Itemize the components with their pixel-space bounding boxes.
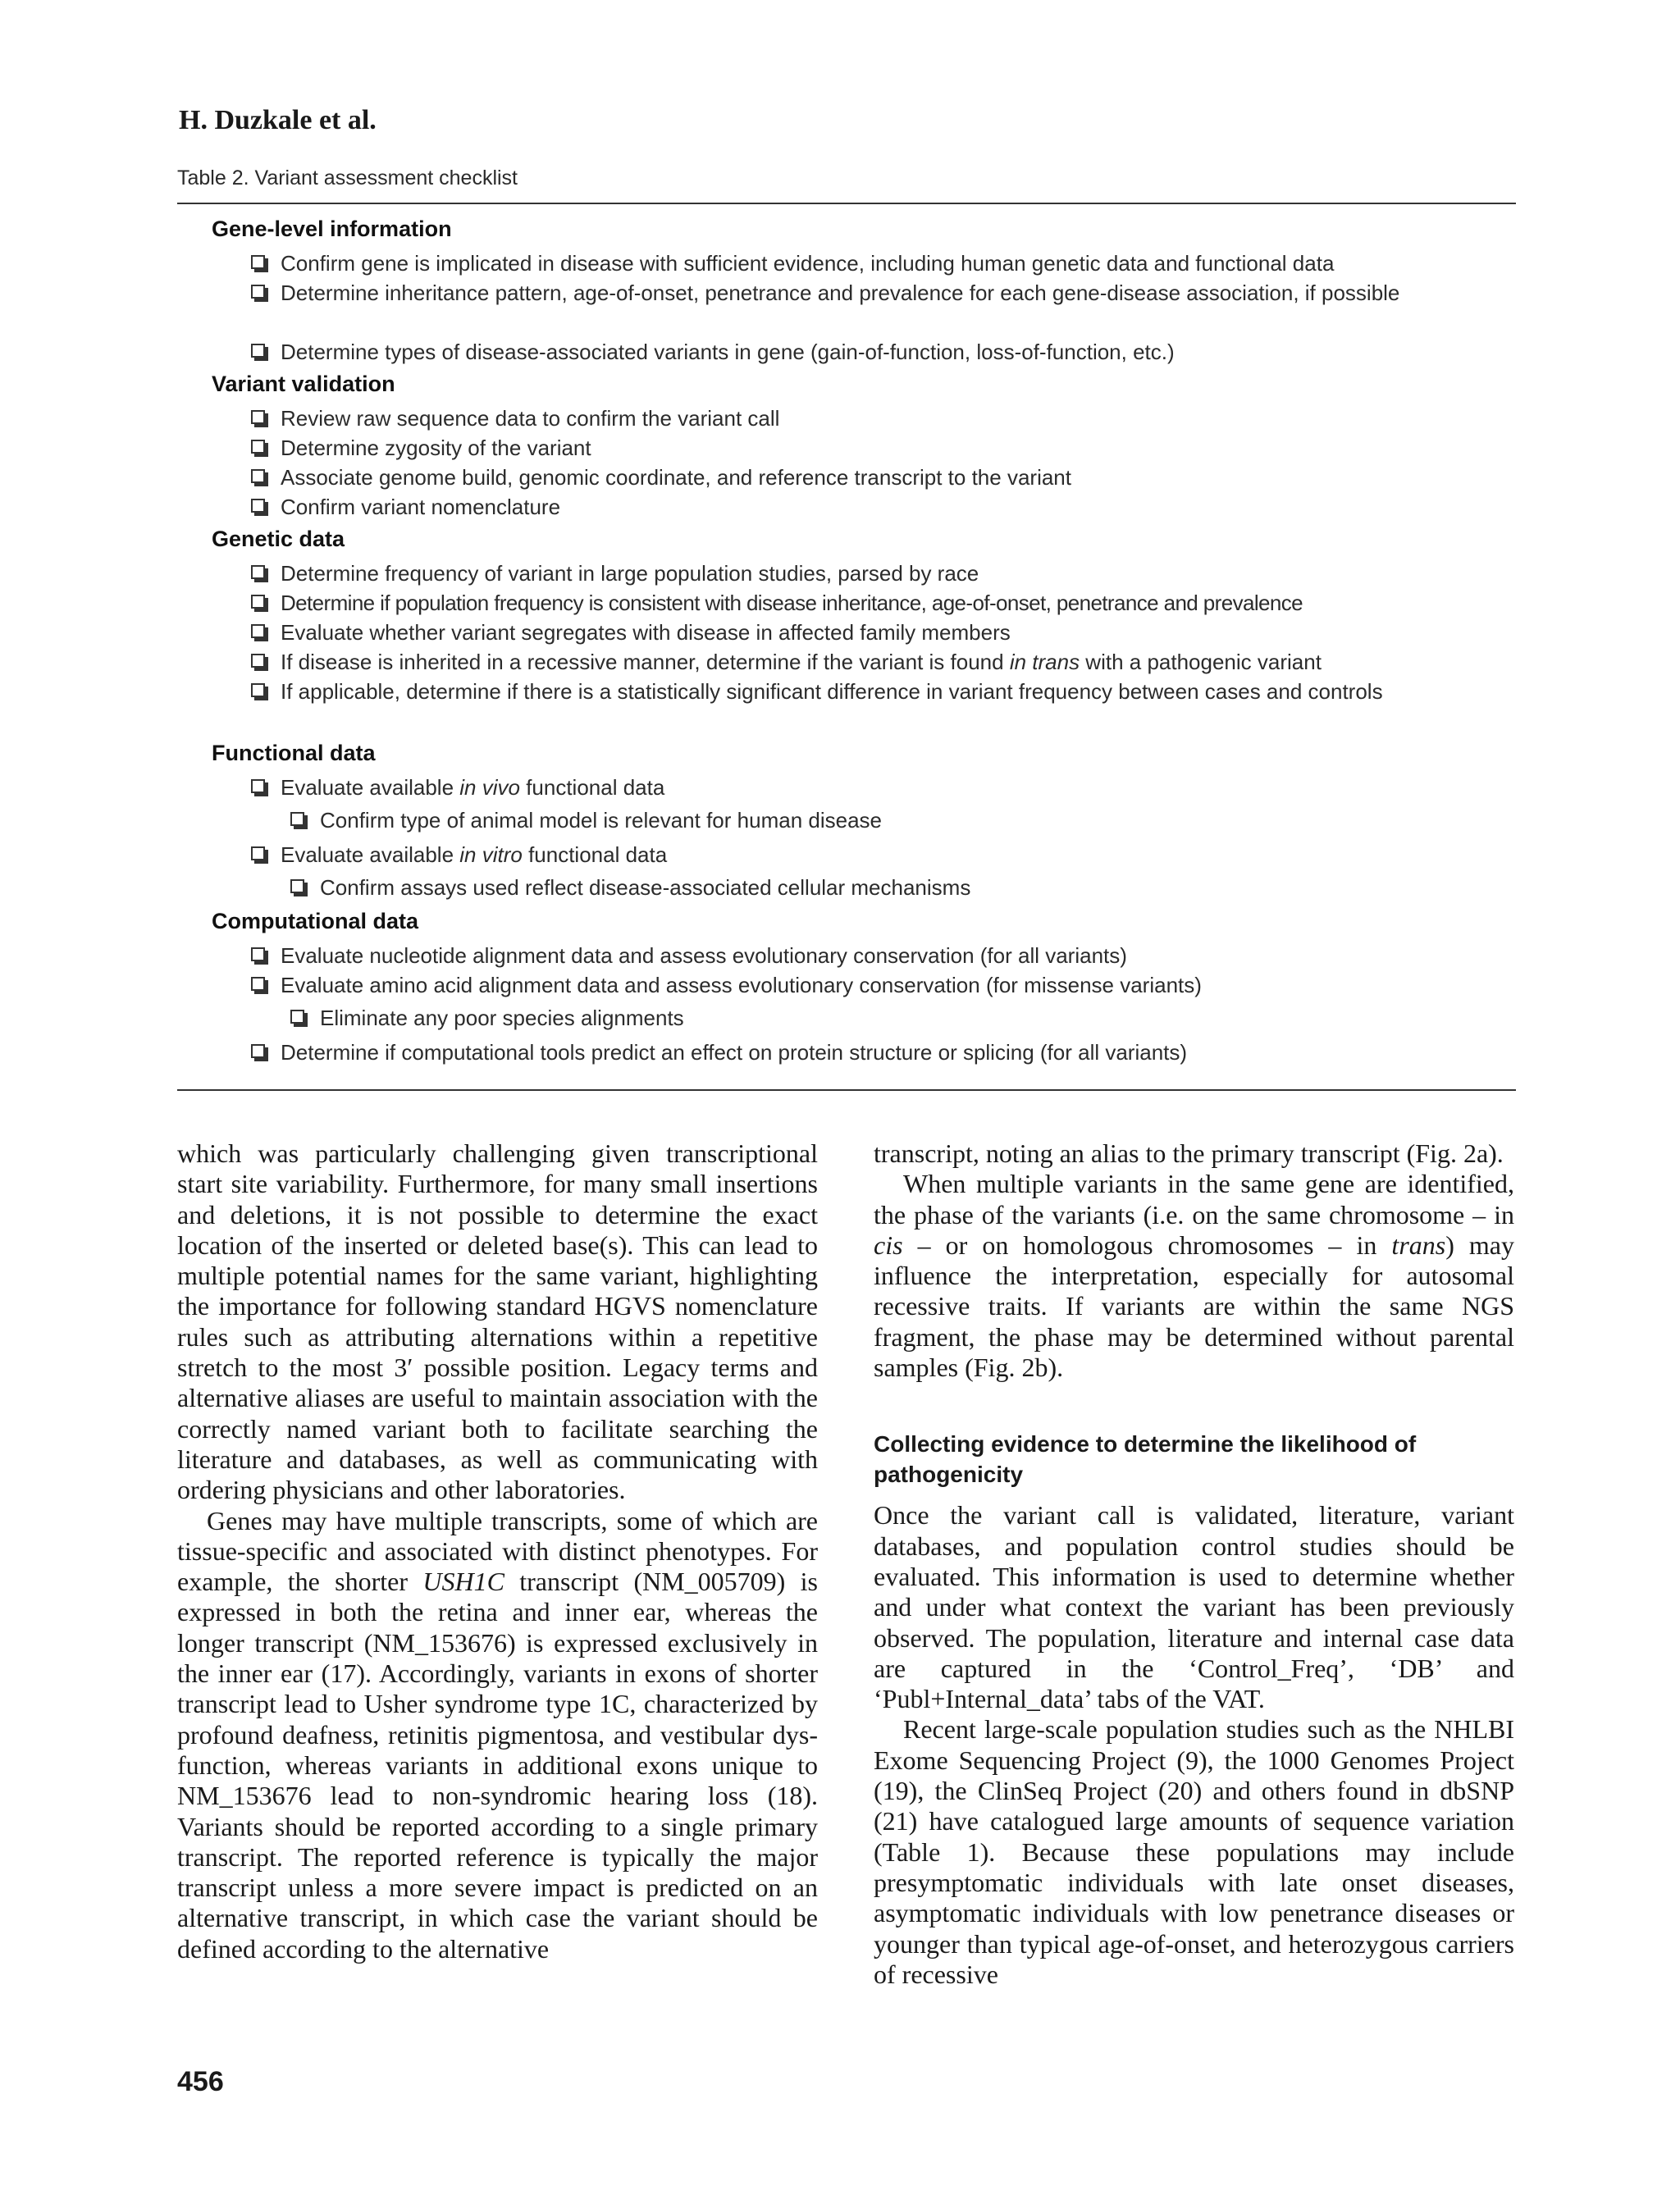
checklist-subitem: Confirm assays used reflect disease-associated cellular mechanisms — [290, 873, 1416, 902]
checkbox-icon — [251, 1044, 265, 1058]
checklist-subitem: Confirm type of animal model is relevant for human disease — [290, 805, 1416, 835]
section-subheading: Collecting evidence to determine the likelihood of pathogenicity — [874, 1431, 1417, 1488]
checkbox-icon — [290, 1010, 304, 1024]
checklist-item: Determine zygosity of the variant — [251, 433, 1416, 463]
checklist-item: Associate genome build, genomic coordinate, and reference transcript to the variant — [251, 463, 1416, 492]
checklist-item: If disease is inherited in a recessive manner, determine if the variant is found in trans with a pathogenic variant — [251, 647, 1416, 677]
checklist-item: Review raw sequence data to confirm the variant call — [251, 404, 1416, 433]
checkbox-icon — [251, 947, 265, 961]
paragraph: which was particularly challenging given transcriptional start site variability. Furthermore, for many small insertions and deletions, it is not possible to determine the exact location of the inserted or deleted base(s). This can lead to multiple potential names for the same variant, highlighting the importance for following standard HGVS nomenclature rules such as attributing alternations within a repetitive stretch to the most 3′ possible position. Legacy terms and alternative aliases are useful to maintain association with the correctly named variant both to facilitate searching the literature and databases, as well as communicating with ordering physicians and other laboratories. — [177, 1138, 818, 1505]
running-head: H. Duzkale et al. — [179, 105, 377, 135]
checkbox-icon — [251, 440, 265, 454]
paragraph: Once the variant call is validated, literature, variant databases, and population control studies should be evaluated. This information is used to determine whether and under what context the variant has been previously observed. The population, literature and internal case data are captured in the ‘Control_Freq’, ‘DB’ and ‘Publ+Internal_data’ tabs of the VAT. — [874, 1500, 1514, 1714]
section-heading-genetic-data: Genetic data — [212, 527, 345, 551]
checklist-item: Determine if population frequency is consistent with disease inheritance, age-of-onset, penetrance and prevalence — [251, 588, 1416, 618]
checkbox-icon — [251, 846, 265, 860]
checkbox-icon — [251, 344, 265, 358]
checkbox-icon — [251, 595, 265, 609]
checkbox-icon — [290, 812, 304, 826]
checkbox-icon — [251, 565, 265, 579]
checklist-item: Determine types of disease-associated variants in gene (gain-of-function, loss-of-function, etc.) — [251, 337, 1416, 367]
section-heading-gene-level: Gene-level information — [212, 217, 452, 241]
checkbox-icon — [251, 977, 265, 991]
body-column-left — [177, 1138, 818, 1964]
checklist-item: Evaluate available in vitro functional data — [251, 840, 1416, 869]
section-heading-functional-data: Functional data — [212, 741, 376, 765]
checklist-item: Confirm variant nomenclature — [251, 492, 1416, 522]
checkbox-icon — [251, 255, 265, 269]
paragraph: transcript, noting an alias to the primary transcript (Fig. 2a). — [874, 1138, 1504, 1168]
checkbox-icon — [251, 469, 265, 483]
checkbox-icon — [290, 879, 304, 893]
paragraph: Genes may have multiple transcripts, some of which are tissue-specific and associated with distinct phenotypes. For example, the shorter USH1C transcript (NM_005709) is expressed in both the retina and inner ear, whereas the longer transcript (NM_153676) is expressed exclusively in the inner ear (17). Accordingly, variants in exons of shorter transcript lead to Usher syndrome type 1C, characterized by profound deafness, retinitis pigmentosa, and vestibular dysfunction, whereas variants in additional exons unique to NM_153676 lead to non-syndromic hearing loss (18). Variants should be reported according to a single primary transcript. The reported reference is typically the major transcript unless a more severe impact is predicted on an alternative transcript, in which case the variant should be defined according to the alternative — [177, 1505, 819, 1964]
checklist-item: Evaluate available in vivo functional data — [251, 773, 1416, 802]
checkbox-icon — [251, 499, 265, 513]
checkbox-icon — [251, 779, 265, 793]
paragraph: When multiple variants in the same gene are identified, the phase of the variants (i.e. on the same chromosome – in cis – or on homologous chromosomes – in trans) may influence the interpretation, especially for autosomal recessive traits. If variants are within the same NGS fragment, the phase may be determined without parental samples (Fig. 2b). — [874, 1169, 1515, 1383]
checklist-subitem: Eliminate any poor species alignments — [290, 1003, 1416, 1033]
checkbox-icon — [251, 285, 265, 299]
body-column-right — [874, 1138, 1514, 1990]
checkbox-icon — [251, 654, 265, 668]
checkbox-icon — [251, 624, 265, 638]
checklist-item: Evaluate amino acid alignment data and assess evolutionary conservation (for missense variants) — [251, 970, 1416, 1000]
checklist-item: Confirm gene is implicated in disease with sufficient evidence, including human genetic data and functional data — [251, 249, 1416, 278]
checkbox-icon — [251, 410, 265, 424]
checklist-item: Evaluate whether variant segregates with disease in affected family members — [251, 618, 1416, 647]
section-heading-computational-data: Computational data — [212, 909, 419, 933]
table-top-rule — [177, 203, 1516, 204]
checklist-item: Determine frequency of variant in large population studies, parsed by race — [251, 559, 1416, 588]
section-heading-variant-validation: Variant validation — [212, 372, 395, 396]
checklist-item: Determine if computational tools predict an effect on protein structure or splicing (for all variants) — [251, 1038, 1416, 1067]
checklist-item: Determine inheritance pattern, age-of-onset, penetrance and prevalence for each gene-disease association, if possible — [251, 278, 1416, 308]
table-caption: Table 2. Variant assessment checklist — [177, 167, 518, 189]
page-number: 456 — [177, 2066, 224, 2097]
checklist-item: If applicable, determine if there is a statistically significant difference in variant frequency between cases and controls — [251, 677, 1416, 706]
table-bottom-rule — [177, 1089, 1516, 1091]
checkbox-icon — [251, 683, 265, 697]
checklist-item: Evaluate nucleotide alignment data and assess evolutionary conservation (for all variants) — [251, 941, 1416, 970]
paragraph: Recent large-scale population studies such as the NHLBI Exome Sequencing Project (9), the 1000 Genomes Project (19), the ClinSeq Project (20) and others found in dbSNP (21) have catalogued large amounts of sequence variation (Table 1). Because these populations may include presymptomatic individuals with late onset diseases, asymptomatic individuals with low penetrance diseases or younger than typical age-of-onset, and heterozygous carriers of recessive — [874, 1714, 1514, 1989]
